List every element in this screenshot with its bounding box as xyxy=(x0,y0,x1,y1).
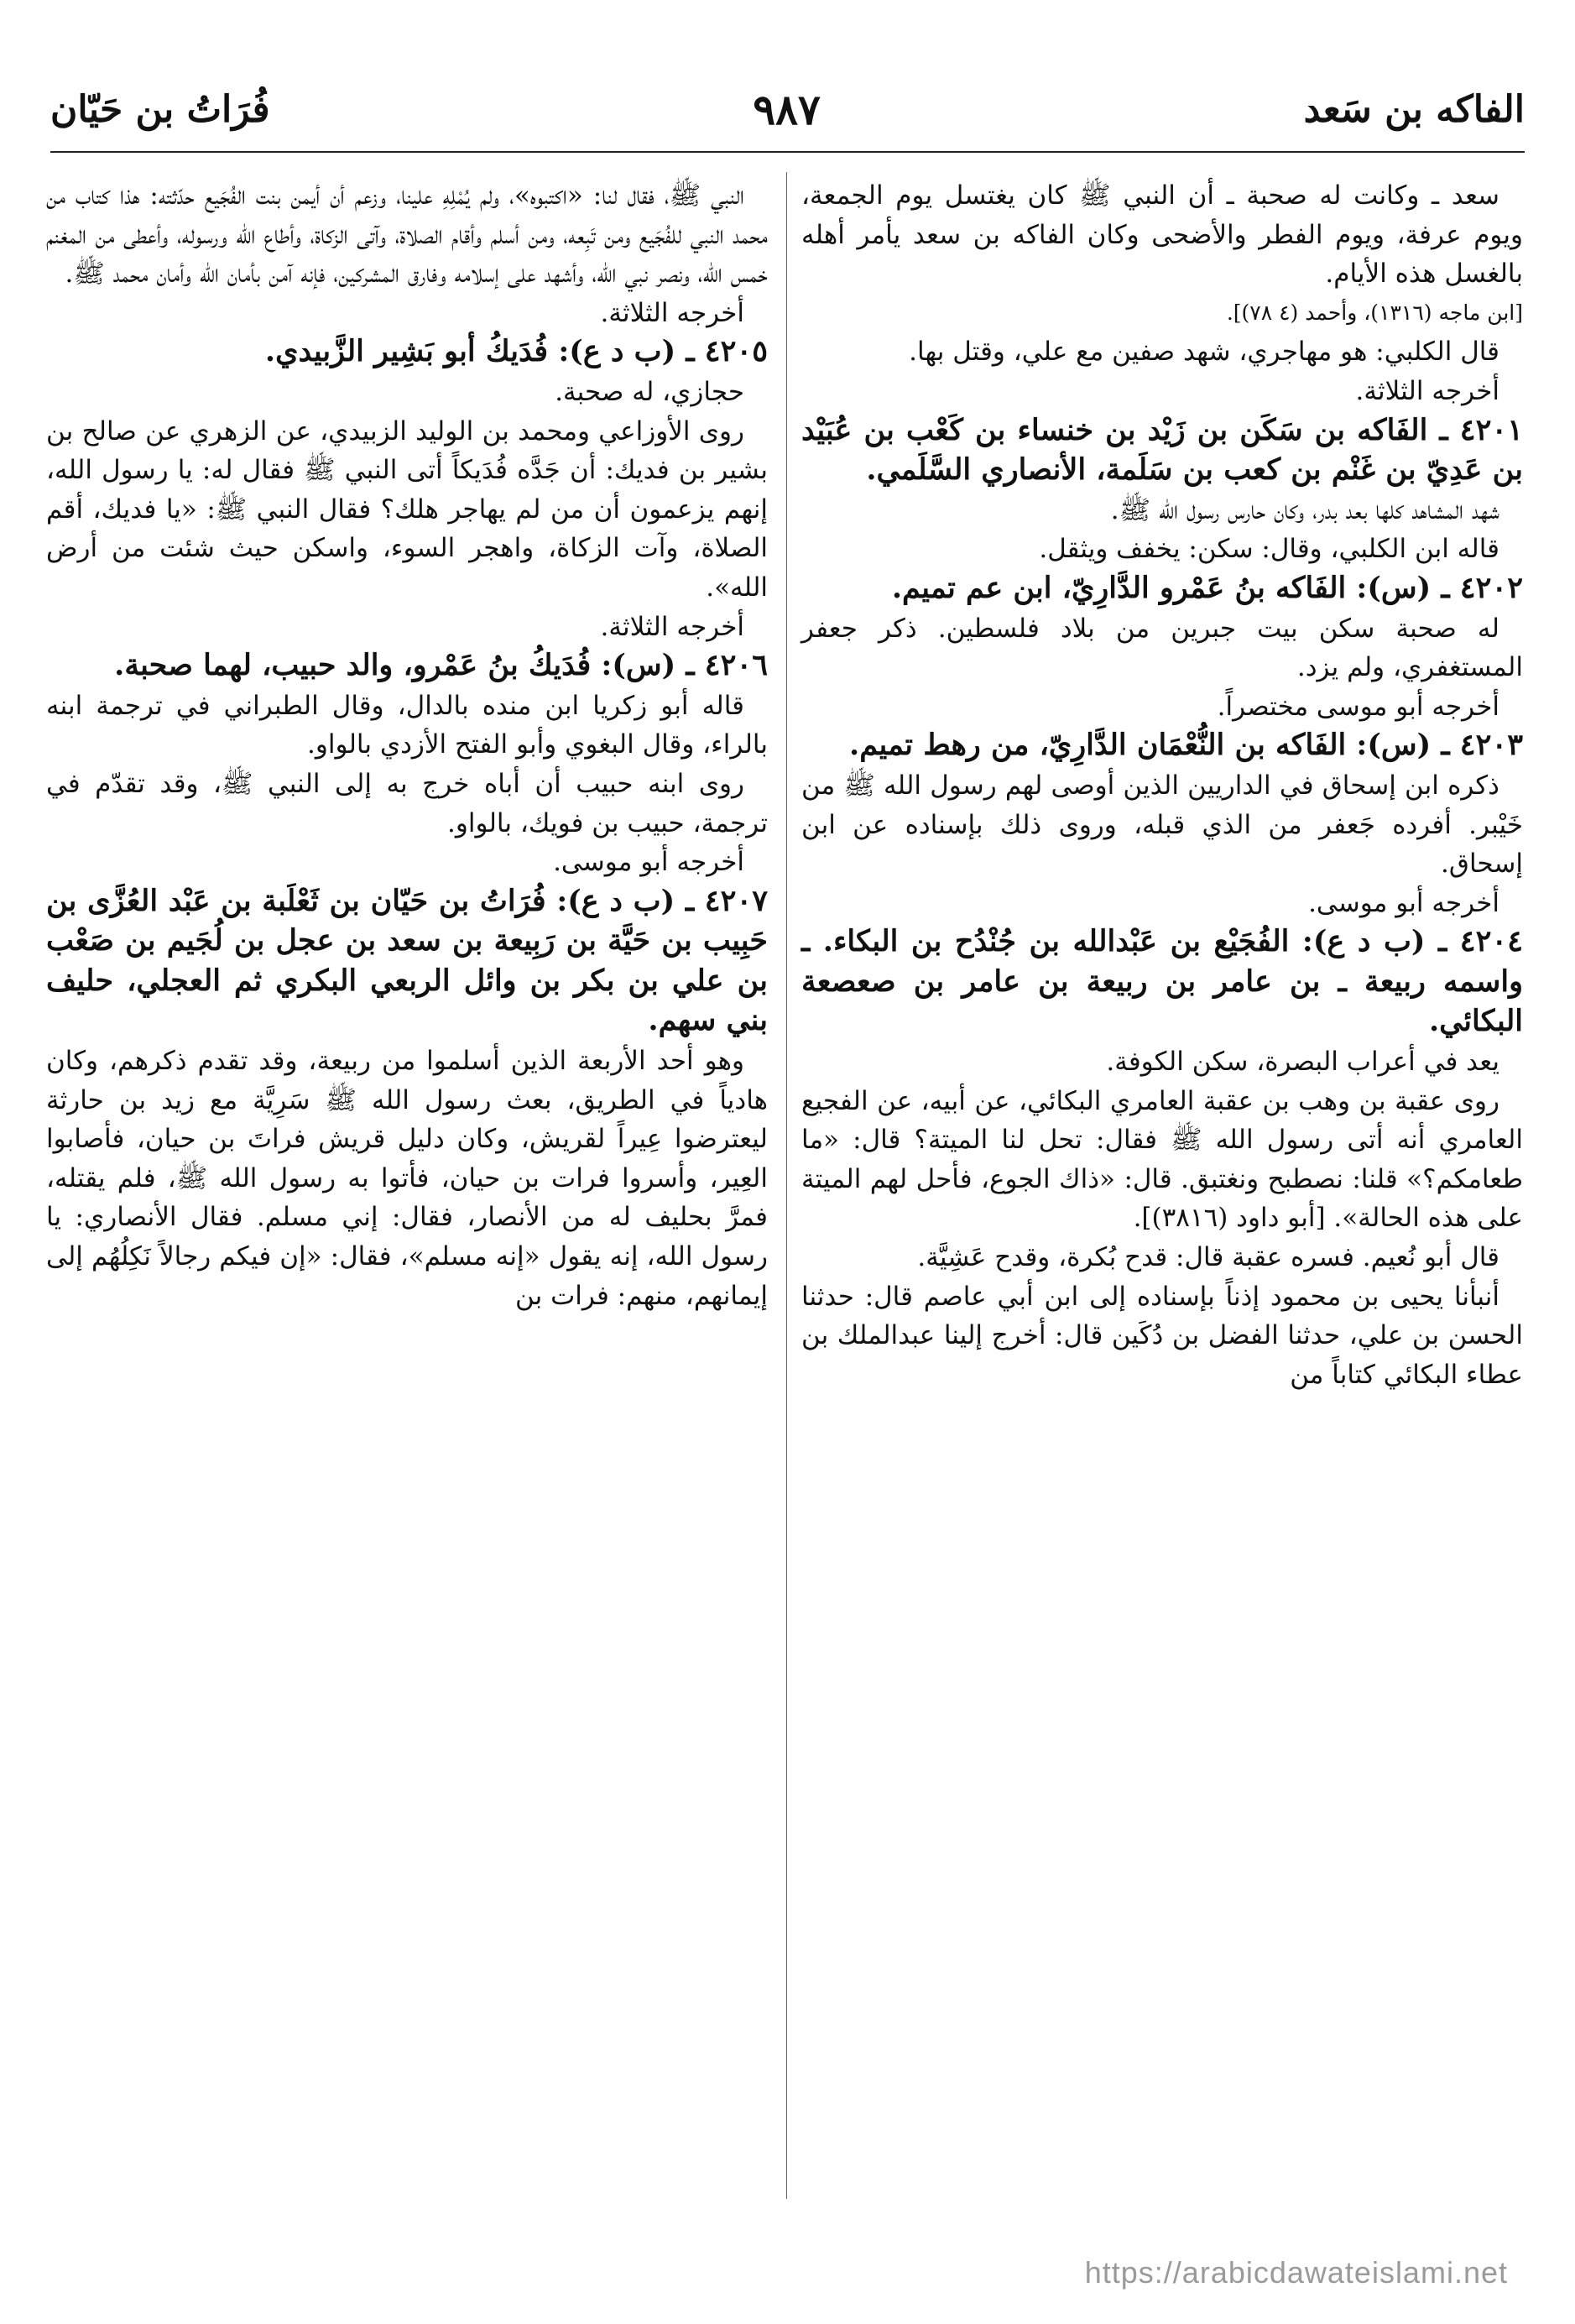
entry-heading-4201: ٤٢٠١ ـ الفَاكه بن سَكَن بن زَيْد بن خنساء بن كَعْب بن عُبَيْد بن عَدِيّ بن غَنْم بن كعب بن سَلَمة، الأنصاري السَّلَمي. xyxy=(801,412,1523,488)
paragraph: قاله أبو زكريا ابن منده بالدال، وقال الطبراني في ترجمة ابنه بالراء، وقال البغوي وأبو الفتح الأزدي بالواو. xyxy=(46,690,768,760)
paragraph: شهد المشاهد كلها بعد بدر، وكان حارس رسول الله ﷺ. xyxy=(1110,494,1499,525)
paragraph: النبي ﷺ، فقال لنا: «اكتبوه»، ولم يُمْلِهِ علينا، وزعم أن أيمن بنت الفُجَيع حدّثته: هذا كتاب من محمد النبي للفُجَيع ومن تَبِعه، ومن أسلم وأقام الصلاة، وآتى الزكاة، وأطاع الله ورسوله، وأعطى من المغنم خمس الله، ونصر نبي الله، وأشهد على إسلامه وفارق المشركين، فإنه آمن بأمان الله وأمان محمد ﷺ. xyxy=(46,180,768,290)
right-column xyxy=(801,176,1523,1394)
page-number: ٩٨٧ xyxy=(753,84,821,134)
paragraph: أخرجه أبو موسى مختصراً. xyxy=(1217,691,1499,722)
paragraph: قاله ابن الكلبي، وقال: سكن: يخفف ويثقل. xyxy=(1039,534,1499,565)
paragraph: أخرجه الثلاثة. xyxy=(1355,375,1499,406)
paragraph: ذكره ابن إسحاق في الداريين الذين أوصى لهم رسول الله ﷺ من خَيْبر. أفرده جَعفر من الذي قبله، وروى ذلك بإسناده عن ابن إسحاق. xyxy=(801,770,1523,880)
entry-heading-4206: ٤٢٠٦ ـ (س): فُدَيكُ بنُ عَمْرو، والد حبيب، لهما صحبة. xyxy=(114,648,768,683)
paragraph: أخرجه الثلاثة. xyxy=(600,611,744,642)
paragraph: قال أبو نُعيم. فسره عقبة قال: قدح بُكرة، وقدح عَشِيَّة. xyxy=(917,1242,1499,1273)
paragraph: قال الكلبي: هو مهاجري، شهد صفين مع علي، وقتل بها. xyxy=(909,337,1499,368)
paragraph: حجازي، له صحبة. xyxy=(555,376,744,407)
paragraph: روى عقبة بن وهب بن عقبة العامري البكائي، عن أبيه، عن الفجيع العامري أنه أتى رسول الله ﷺ فقال: تحل لنا الميتة؟ قال: «ما طعامكم؟» قلنا: نصطبح ونغتبق. قال: «ذاك الجوع، فأحل لهم الميتة على هذه الحالة». [أبو داود (٣٨١٦)]. xyxy=(801,1085,1523,1234)
paragraph: له صحبة سكن بيت جبرين من بلاد فلسطين. ذكر جعفر المستغفري، ولم يزد. xyxy=(801,613,1523,683)
entry-heading-4202: ٤٢٠٢ ـ (س): الفَاكه بنُ عَمْرو الدَّارِيّ، ابن عم تميم. xyxy=(891,570,1523,605)
entry-heading-4204: ٤٢٠٤ ـ (ب د ع): الفُجَيْع بن عَبْدالله بن جُنْدُح بن البكاء. ـ واسمه ربيعة ـ بن عامر بن ربيعة بن عامر بن صعصعة البكائي. xyxy=(801,924,1523,1039)
paragraph: أخرجه أبو موسى. xyxy=(1308,887,1499,918)
paragraph: وهو أحد الأربعة الذين أسلموا من ربيعة، وقد تقدم ذكرهم، وكان هادياً في الطريق، بعث رسول الله ﷺ سَرِيَّة مع زيد بن حارثة ليعترضوا عِيراً لقريش، وكان دليل قريش فراتَ بن حيان، فأصابوا العِير، وأسروا فرات بن حيان، فأتوا به رسول الله ﷺ، فلم يقتله، فمرَّ بحليف له من الأنصار، فقال: إني مسلم. فقال الأنصاري: يا رسول الله، إنه يقول «إنه مسلم»، فقال: «إن فيكم رجالاً نَكِلُهُم إلى إيمانهم، منهم: فرات بن xyxy=(46,1046,768,1311)
page-header xyxy=(50,71,1525,147)
column-divider xyxy=(786,172,787,2199)
paragraph: سعد ـ وكانت له صحبة ـ أن النبي ﷺ كان يغتسل يوم الجمعة، ويوم عرفة، ويوم الفطر والأضحى وكان الفاكه بن سعد يأمر أهله بالغسل هذه الأيام. xyxy=(801,180,1523,290)
running-title-left: فُرَاتُ بن حَيّان xyxy=(50,87,270,131)
paragraph: أخرجه أبو موسى. xyxy=(553,847,744,878)
paragraph: أنبأنا يحيى بن محمود إذناً بإسناده إلى ابن أبي عاصم قال: حدثنا الحسن بن علي، حدثنا الفضل بن دُكَين قال: أخرج إلينا عبدالملك بن عطاء البكائي كتاباً من xyxy=(801,1281,1523,1390)
paragraph: أخرجه الثلاثة. xyxy=(600,297,744,328)
entry-heading-4203: ٤٢٠٣ ـ (س): الفَاكه بن النُّعْمَان الدَّارِيّ، من رهط تميم. xyxy=(849,728,1523,763)
entry-heading-4205: ٤٢٠٥ ـ (ب د ع): فُدَيكُ أبو بَشِير الزَّبيدي. xyxy=(264,334,768,369)
paragraph: روى ابنه حبيب أن أباه خرج به إلى النبي ﷺ، وقد تقدّم في ترجمة، حبيب بن فويك، بالواو. xyxy=(46,768,768,838)
running-title-right: الفاكه بن سَعد xyxy=(1303,87,1525,131)
paragraph: يعد في أعراب البصرة، سكن الكوفة. xyxy=(1106,1047,1499,1078)
left-column xyxy=(46,176,768,1315)
citation: [ابن ماجه (١٣١٦)، وأحمد (٤ ٧٨)]. xyxy=(1226,300,1523,325)
paragraph: روى الأوزاعي ومحمد بن الوليد الزبيدي، عن الزهري عن صالح بن بشير بن فديك: أن جَدَّه فُدَيكاً أتى النبي ﷺ فقال له: يا رسول الله، إنهم يزعمون أن من لم يهاجر هلك؟ فقال النبي ﷺ: «يا فديك، أقم الصلاة، وآت الزكاة، واهجر السوء، واسكن حيث شئت من أرض الله». xyxy=(46,415,768,603)
entry-heading-4207: ٤٢٠٧ ـ (ب د ع): فُرَاتُ بن حَيّان بن ثَعْلَبة بن عَبْد العُزَّى بن حَبِيب بن حَيَّة بن رَبِيعة بن سعد بن عجل بن لُجَيم بن صَعْب بن علي بن بكر بن وائل الربعي البكري ثم العجلي، حليف بني سهم. xyxy=(46,883,768,1038)
header-rule xyxy=(50,151,1525,153)
watermark-url: https://arabicdawateislami.net xyxy=(1084,2255,1508,2290)
